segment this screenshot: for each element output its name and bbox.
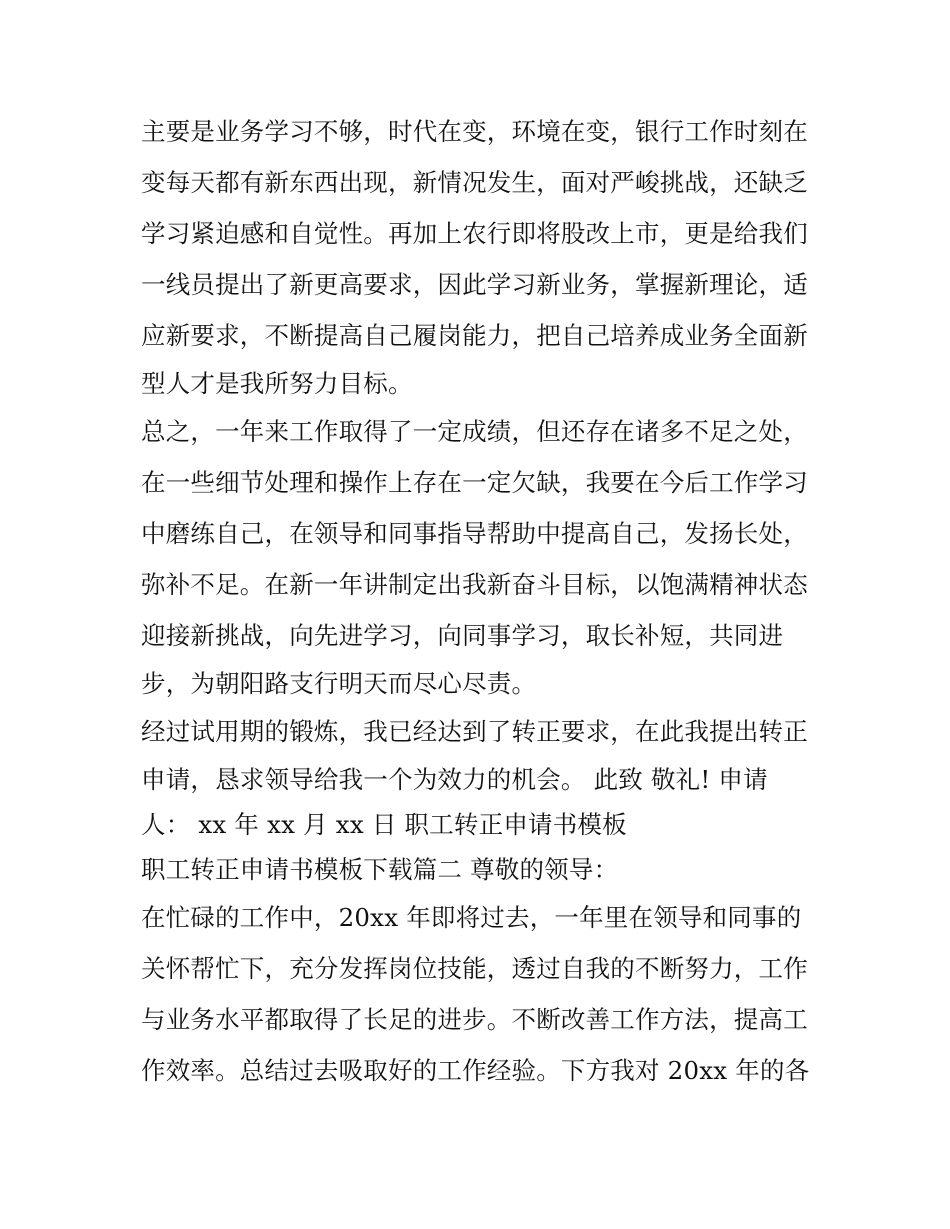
- text-line: 职工转正申请书模板下载篇二 尊敬的领导：: [141, 855, 619, 884]
- text-line: 迎接新挑战，向先进学习，向同事学习，取长补短，共同进: [141, 621, 784, 650]
- text-line: 型人才是我所努力目标。: [141, 369, 413, 398]
- document-body: [141, 106, 813, 1096]
- text-line: 申请，恳求领导给我一个为效力的机会。 此致 敬礼! 申请: [141, 765, 768, 794]
- text-line: 弥补不足。在新一年讲制定出我新奋斗目标，以饱满精神状态: [141, 570, 808, 599]
- text-line: 作效率。总结过去吸取好的工作经验。下方我对 20xx 年的各: [141, 1056, 810, 1085]
- text-line: 学习紧迫感和自觉性。再加上农行即将股改上市，更是给我们: [141, 219, 808, 248]
- text-line: 主要是业务学习不够，时代在变，环境在变，银行工作时刻在: [141, 117, 808, 146]
- text-line: 变每天都有新东西出现，新情况发生，面对严峻挑战，还缺乏: [141, 168, 808, 197]
- text-line: 经过试用期的锻炼，我已经达到了转正要求，在此我提出转正: [141, 717, 808, 746]
- text-line: 步，为朝阳路支行明天而尽心尽责。: [141, 669, 537, 698]
- text-line: 关怀帮忙下，充分发挥岗位技能，透过自我的不断努力，工作: [141, 954, 808, 983]
- text-line: 一线员提出了新更高要求，因此学习新业务，掌握新理论，适: [141, 270, 808, 299]
- text-line: 应新要求，不断提高自己履岗能力，把自己培养成业务全面新: [141, 321, 808, 350]
- text-line: 人： xx 年 xx 月 xx 日 职工转正申请书模板: [141, 810, 627, 839]
- text-line: 在一些细节处理和操作上存在一定欠缺，我要在今后工作学习: [141, 468, 808, 497]
- text-line: 与业务水平都取得了长足的进步。不断改善工作方法，提高工: [141, 1005, 808, 1034]
- text-line: 中磨练自己，在领导和同事指导帮助中提高自己，发扬长处，: [141, 519, 808, 548]
- text-line: 在忙碌的工作中，20xx 年即将过去，一年里在领导和同事的: [141, 903, 802, 932]
- text-line: 总之，一年来工作取得了一定成绩，但还存在诸多不足之处，: [141, 417, 808, 446]
